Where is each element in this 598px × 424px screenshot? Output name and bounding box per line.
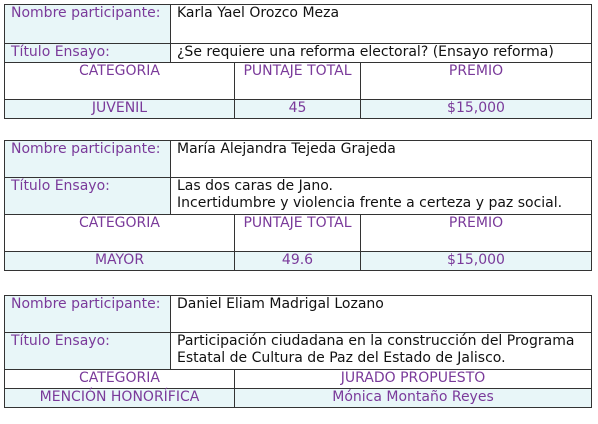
category-value: MAYOR [5, 252, 235, 271]
prize-header: PREMIO [361, 63, 592, 100]
participant-row [5, 141, 592, 178]
essay-title-row [5, 44, 592, 63]
participant-name: Karla Yael Orozco Meza [171, 5, 592, 44]
participant-name: Daniel Eliam Madrigal Lozano [171, 296, 592, 333]
score-header: PUNTAJE TOTAL [235, 215, 361, 252]
essay-title-row [5, 333, 592, 370]
jury-value: Mónica Montaño Reyes [235, 389, 592, 408]
participant-label: Nombre participante: [5, 141, 171, 178]
score-header-row [5, 215, 592, 252]
entry-card-2 [4, 140, 592, 271]
entry-card-3 [4, 295, 592, 408]
prize-value: $15,000 [361, 100, 592, 119]
essay-title [171, 333, 592, 370]
score-value: 49.6 [235, 252, 361, 271]
essay-title-label: Título Ensayo: [5, 333, 171, 370]
entry-card-1 [4, 4, 592, 119]
category-value: JUVENIL [5, 100, 235, 119]
score-row [5, 100, 592, 119]
score-value: 45 [235, 100, 361, 119]
score-row [5, 252, 592, 271]
essay-title-line: Participación ciudadana en la construcción del Programa [177, 333, 575, 349]
participant-row [5, 5, 592, 44]
essay-title [171, 178, 592, 215]
jury-row [5, 389, 592, 408]
prize-value: $15,000 [361, 252, 592, 271]
jury-header-row [5, 370, 592, 389]
jury-header: JURADO PROPUESTO [235, 370, 592, 389]
essay-title-line: Estatal de Cultura de Paz del Estado de Jalisco. [177, 350, 506, 366]
essay-title [171, 44, 592, 63]
prize-header: PREMIO [361, 215, 592, 252]
essay-title-label: Título Ensayo: [5, 178, 171, 215]
essay-title-line: ¿Se requiere una reforma electoral? (Ensayo reforma) [177, 44, 554, 60]
participant-name: María Alejandra Tejeda Grajeda [171, 141, 592, 178]
score-header-row [5, 63, 592, 100]
essay-title-label: Título Ensayo: [5, 44, 171, 63]
essay-title-line: Las dos caras de Jano. [177, 178, 333, 194]
category-header: CATEGORIA [5, 370, 235, 389]
essay-title-line: Incertidumbre y violencia frente a certeza y paz social. [177, 195, 563, 211]
participant-row [5, 296, 592, 333]
category-value: MENCIÓN HONORÍFICA [5, 389, 235, 408]
participant-label: Nombre participante: [5, 296, 171, 333]
essay-title-row [5, 178, 592, 215]
participant-label: Nombre participante: [5, 5, 171, 44]
score-header: PUNTAJE TOTAL [235, 63, 361, 100]
category-header: CATEGORIA [5, 63, 235, 100]
category-header: CATEGORIA [5, 215, 235, 252]
